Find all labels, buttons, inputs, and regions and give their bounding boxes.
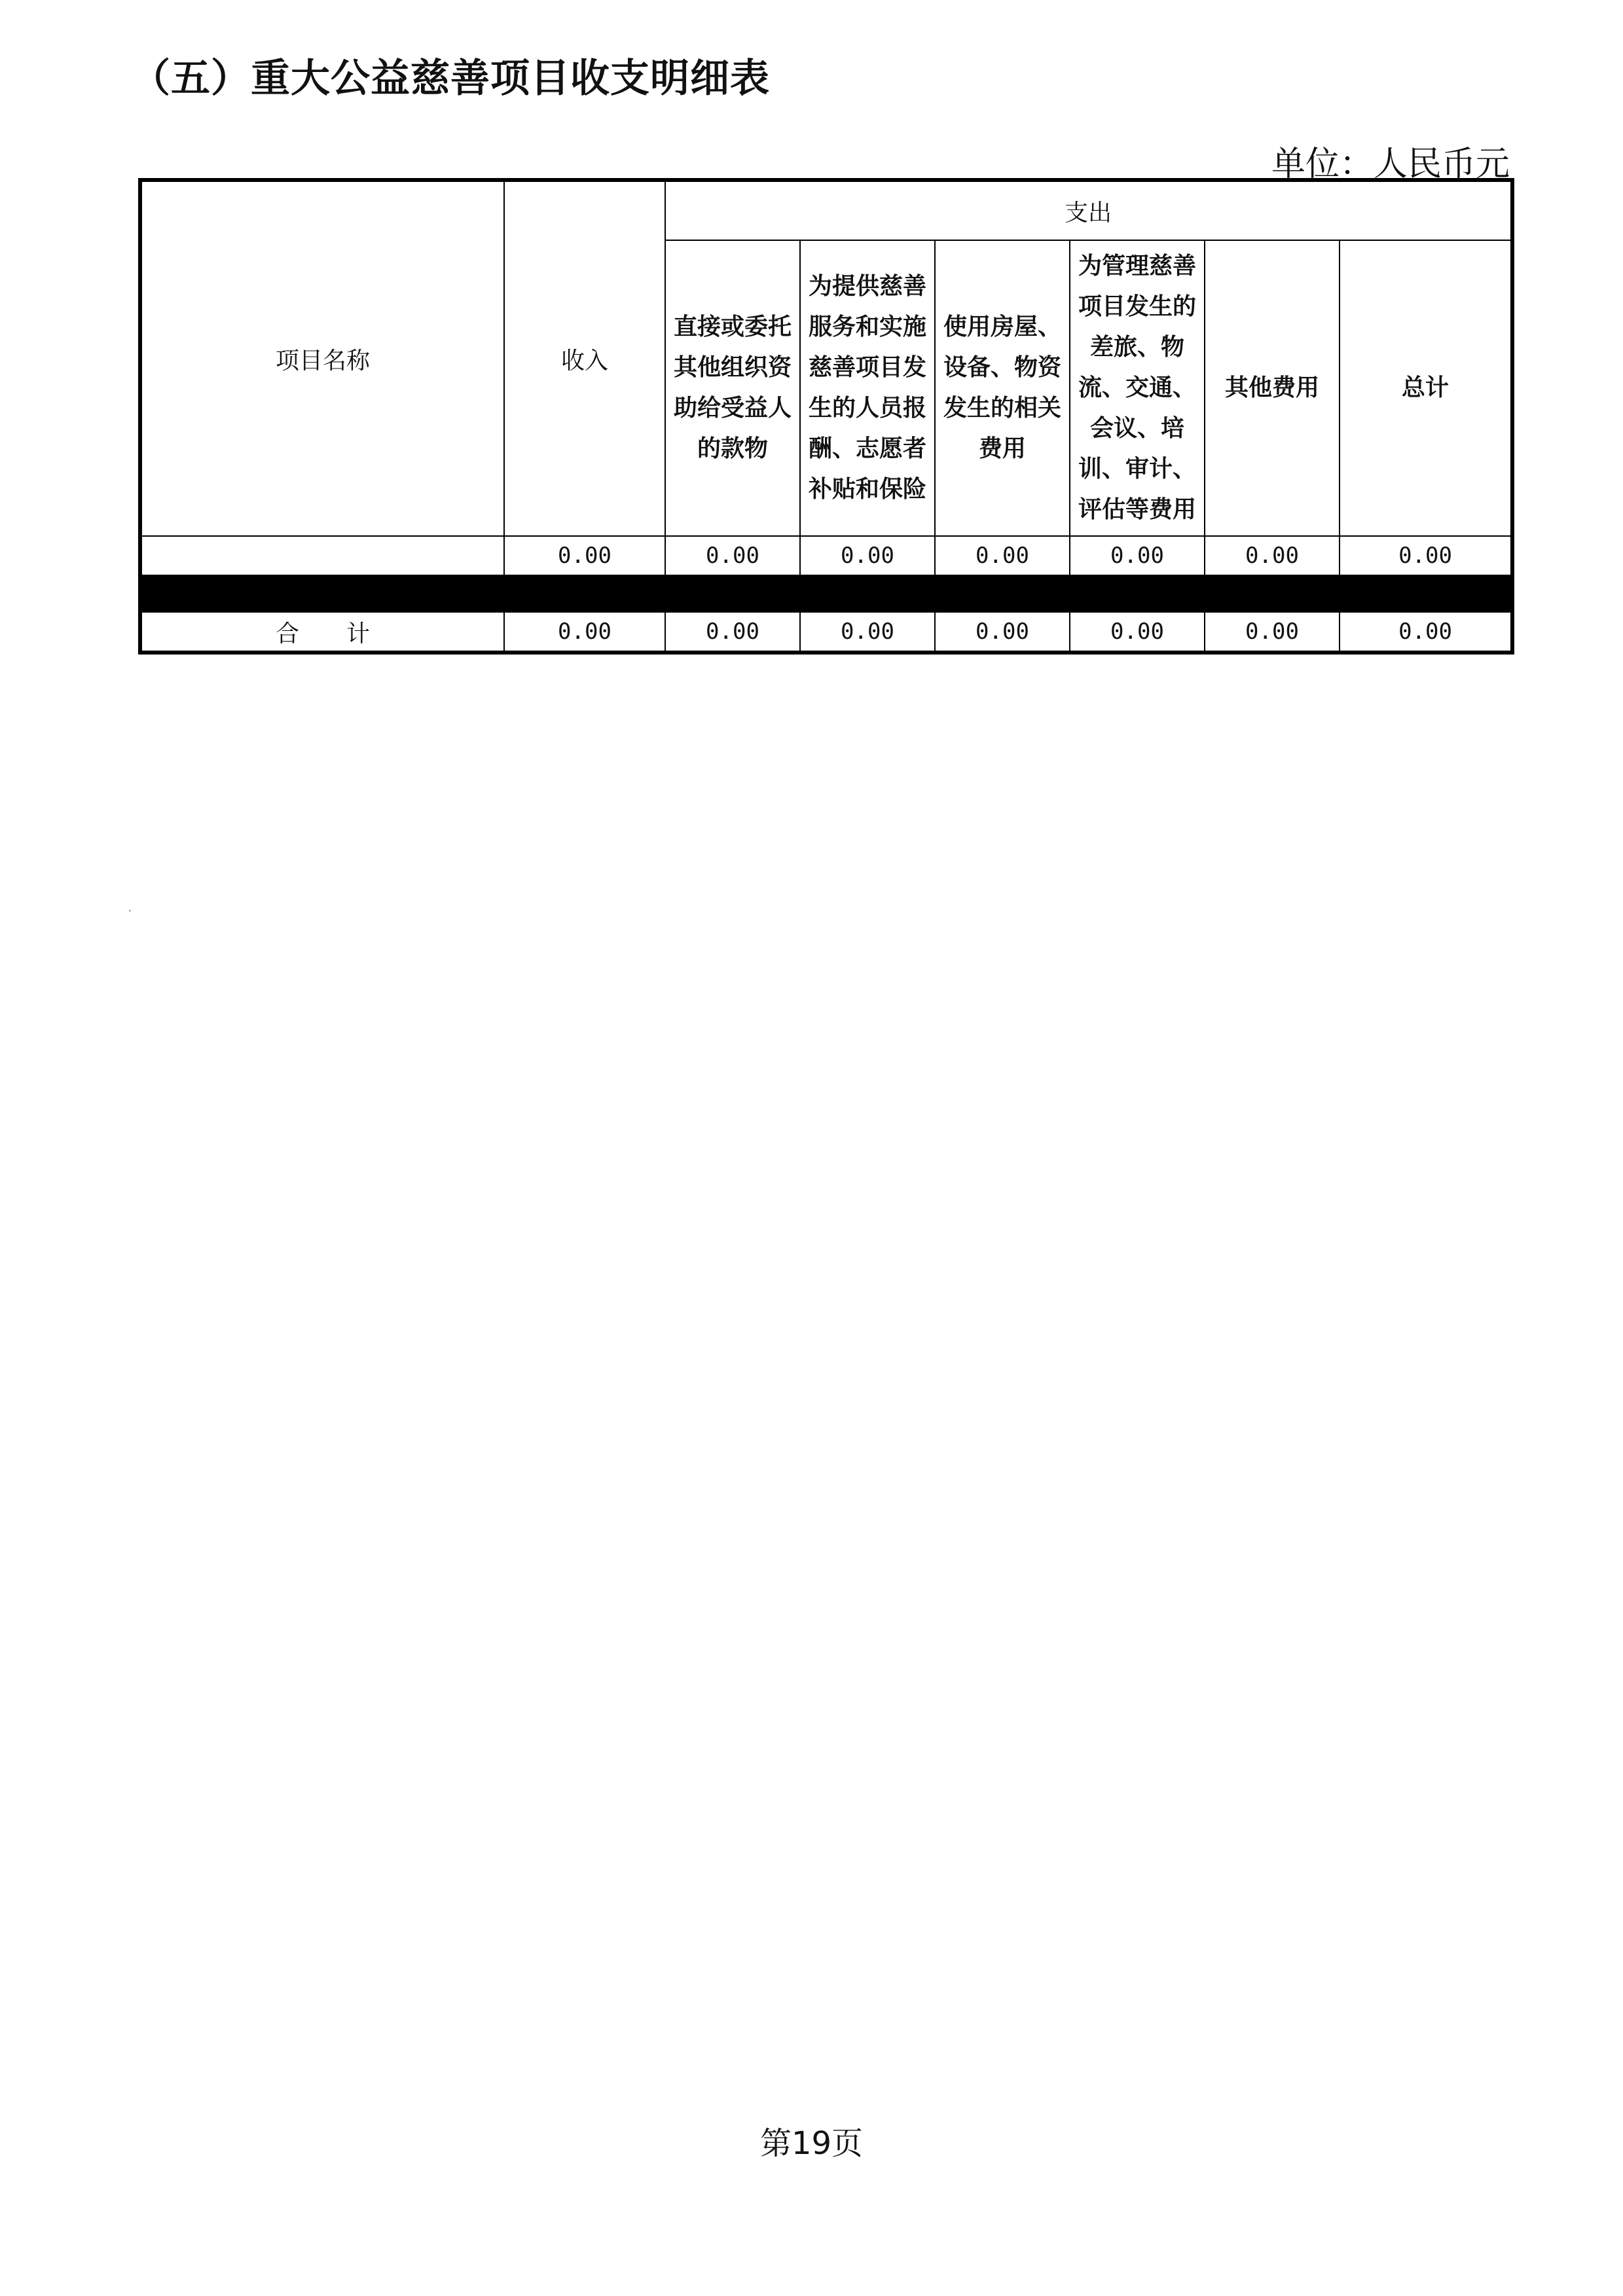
row-direct-grants: 0.00 <box>665 536 800 575</box>
page-number: 第19页 <box>759 2125 864 2162</box>
total-direct-grants: 0.00 <box>665 612 800 653</box>
scan-speck <box>129 910 131 912</box>
total-income: 0.00 <box>504 612 665 653</box>
header-personnel-costs: 为提供慈善服务和实施慈善项目发生的人员报酬、志愿者补贴和保险 <box>800 240 935 536</box>
project-income-expenditure-table <box>138 178 1514 655</box>
row-total: 0.00 <box>1340 536 1512 575</box>
row-management-costs: 0.00 <box>1070 536 1205 575</box>
total-label: 合计 <box>140 612 504 653</box>
total-management-costs: 0.00 <box>1070 612 1205 653</box>
header-income: 收入 <box>504 180 665 536</box>
row-facility-costs: 0.00 <box>935 536 1070 575</box>
header-total: 总计 <box>1340 240 1512 536</box>
redacted-row <box>140 575 1512 612</box>
total-other-costs: 0.00 <box>1205 612 1340 653</box>
header-project-name: 项目名称 <box>140 180 504 536</box>
total-grand-total: 0.00 <box>1340 612 1512 653</box>
document-title: （五）重大公益慈善项目收支明细表 <box>131 56 770 101</box>
header-other-costs: 其他费用 <box>1205 240 1340 536</box>
header-expenditure: 支出 <box>665 180 1512 240</box>
row-other-costs: 0.00 <box>1205 536 1340 575</box>
header-direct-grants: 直接或委托其他组织资助给受益人的款物 <box>665 240 800 536</box>
table-row <box>140 536 1512 575</box>
row-project-name <box>140 536 504 575</box>
total-row <box>140 612 1512 653</box>
header-management-costs: 为管理慈善项目发生的差旅、物流、交通、会议、培训、审计、评估等费用 <box>1070 240 1205 536</box>
redaction-bar <box>140 575 1512 612</box>
row-personnel-costs: 0.00 <box>800 536 935 575</box>
header-facility-costs: 使用房屋、设备、物资发生的相关费用 <box>935 240 1070 536</box>
total-personnel-costs: 0.00 <box>800 612 935 653</box>
currency-unit-label: 单位：人民币元 <box>1271 145 1510 184</box>
total-facility-costs: 0.00 <box>935 612 1070 653</box>
row-income: 0.00 <box>504 536 665 575</box>
header-row-top <box>140 180 1512 240</box>
